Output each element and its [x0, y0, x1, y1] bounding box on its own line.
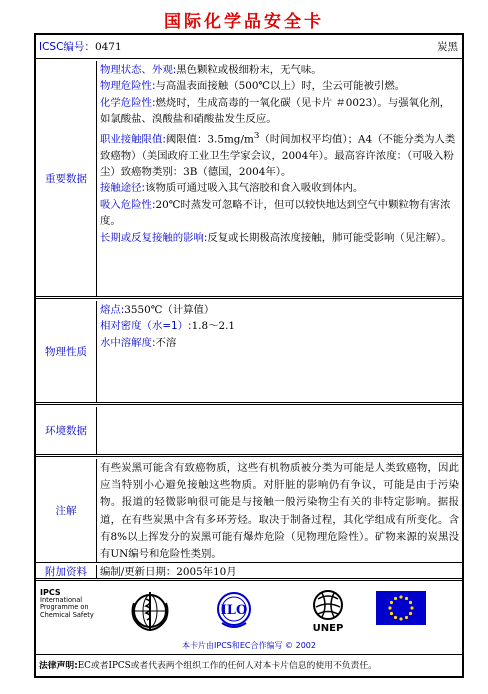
- item-head: 物理危险性:: [100, 80, 156, 93]
- item-text: 燃烧时，生成高毒的一氧化碳（见卡片 ＃0023）。与强氧化剂，如氯酸盐、溴酸盐和硝酸盐发生反应。: [100, 96, 451, 126]
- icsc-id: [39, 39, 122, 54]
- physical-properties-row: [36, 301, 462, 405]
- relative-density-item: [100, 318, 459, 334]
- eu-star-icon: [405, 597, 408, 600]
- ilo-logo-icon: [214, 589, 254, 633]
- ipcs-line: International: [40, 595, 83, 604]
- item-head: 化学危险性:: [100, 96, 156, 109]
- icsc-id-label: ICSC编号：: [39, 41, 95, 53]
- legal-text: EC或者IPCS或者代表两个组织工作的任何人对本卡片信息的使用不负责任。: [77, 661, 377, 671]
- item-text: 该物质可通过吸入其气溶胶和食入吸收到体内。: [145, 182, 364, 195]
- item-head: 相对密度（水=1）:: [100, 320, 192, 333]
- notes-row: [36, 459, 462, 563]
- eu-star-icon: [388, 606, 391, 609]
- item-head: 接触途径:: [100, 182, 146, 195]
- ipcs-abbr: IPCS: [40, 588, 61, 597]
- eu-star-icon: [390, 601, 393, 604]
- legal-row: [36, 657, 462, 676]
- eu-star-icon: [399, 595, 402, 598]
- item-text: 反复或长期极高浓度接触，肺可能受影响（见注解）。: [207, 231, 452, 244]
- item-head: 吸入危险性:: [100, 198, 156, 211]
- item-head: 熔点:: [100, 304, 125, 316]
- item-text: 黑色颗粒或极细粉末，无气味。: [176, 64, 322, 76]
- physical-properties-label: 物理性质: [36, 301, 97, 402]
- item-head: 物理状态、外观:: [100, 64, 177, 76]
- unep-text: UNEP: [312, 623, 344, 634]
- important-data-row: [36, 61, 462, 299]
- legal-label: 法律声明:: [39, 661, 78, 671]
- safety-card: [34, 33, 464, 678]
- additional-info-row: [36, 565, 462, 581]
- inhalation-risk-item: [100, 197, 459, 230]
- item-head: 职业接触限值:: [100, 133, 166, 146]
- eu-star-icon: [410, 606, 413, 609]
- eu-star-icon: [405, 616, 408, 619]
- exposure-limit-item: [100, 128, 459, 181]
- item-text: 3550℃（计算值）: [124, 304, 215, 316]
- item-text: 1.8～2.1: [191, 320, 236, 333]
- who-logo-icon: [128, 589, 172, 633]
- environmental-data-content: [97, 407, 462, 454]
- eu-star-icon: [390, 612, 393, 615]
- eu-star-icon: [409, 601, 412, 604]
- card-id-row: [36, 35, 462, 59]
- physical-state-item: [100, 62, 459, 78]
- important-data-content: [97, 61, 462, 296]
- melting-point-item: [100, 302, 459, 318]
- eu-star-icon: [409, 612, 412, 615]
- ipcs-line: Chemical Safety: [40, 610, 94, 619]
- icsc-id-value: 0471: [94, 41, 122, 53]
- environmental-data-label: 环境数据: [36, 407, 97, 454]
- long-term-effects-item: [100, 230, 459, 246]
- exposure-route-item: [100, 180, 459, 196]
- eu-star-icon: [394, 616, 397, 619]
- physical-hazard-item: [100, 78, 459, 94]
- water-solubility-item: [100, 335, 459, 351]
- page-title: 国际化学品安全卡: [164, 12, 324, 32]
- legal-statement: [36, 657, 462, 676]
- item-text: 不溶: [155, 336, 177, 349]
- logos-row: [36, 583, 462, 655]
- ilo-text: ILO: [220, 603, 248, 618]
- item-text: 阈限值：3.5mg/m: [165, 133, 254, 146]
- physical-properties-content: [97, 301, 462, 402]
- chemical-name: 炭黑: [437, 41, 458, 53]
- unit-superscript: 3: [253, 130, 260, 141]
- item-text: （时间加权平均值）；A4（不能分类为人类致癌物）（美国政府工业卫生学家会议，2004年）。最高容许浓度：（可吸入粉尘）致癌物类别：3B（德国，2004年）。: [100, 133, 456, 178]
- cooperation-caption: 本卡片由IPCS和EC合作编写 © 2002: [182, 641, 316, 650]
- additional-info-content: 编制/更新日期：2005年10月: [100, 566, 237, 578]
- eu-star-icon: [399, 617, 402, 620]
- additional-info-label: 附加资料: [36, 565, 97, 578]
- eu-flag-icon: [376, 591, 426, 625]
- chemical-hazard-item: [100, 95, 459, 128]
- ipcs-text: [40, 589, 94, 619]
- item-text: 20℃时蒸发可忽略不计，但可以较快地达到空气中颗粒物有害浓度。: [100, 198, 451, 228]
- notes-content: 有些炭黑可能含有致癌物质，这些有机物质被分类为可能是人类致癌物，因此应当特别小心避免接触这些物质。对肝脏的影响仍有争议，可能是由于污染物。报道的轻微影响很可能是与接触一般污染物尘有关的非特定影响。据报道，在有些炭黑中含有多环芳烃。取决于制备过程，其化学组成有所变化。含有8%以上挥发分的炭黑可能有爆炸危险（见物理危险性）。矿物来源的炭黑没有UN编号和危险性类别。: [100, 462, 459, 561]
- item-head: 水中溶解度:: [100, 336, 156, 349]
- important-data-label: 重要数据: [36, 61, 97, 296]
- eu-star-icon: [394, 597, 397, 600]
- item-text: 与高温表面接触（500℃以上）时，尘云可能被引燃。: [155, 80, 406, 93]
- ipcs-line: Programme on: [40, 603, 89, 611]
- environmental-data-row: [36, 407, 462, 457]
- unep-logo-icon: [306, 587, 350, 635]
- notes-label: 注解: [36, 459, 97, 562]
- item-head: 长期或反复接触的影响:: [100, 231, 208, 244]
